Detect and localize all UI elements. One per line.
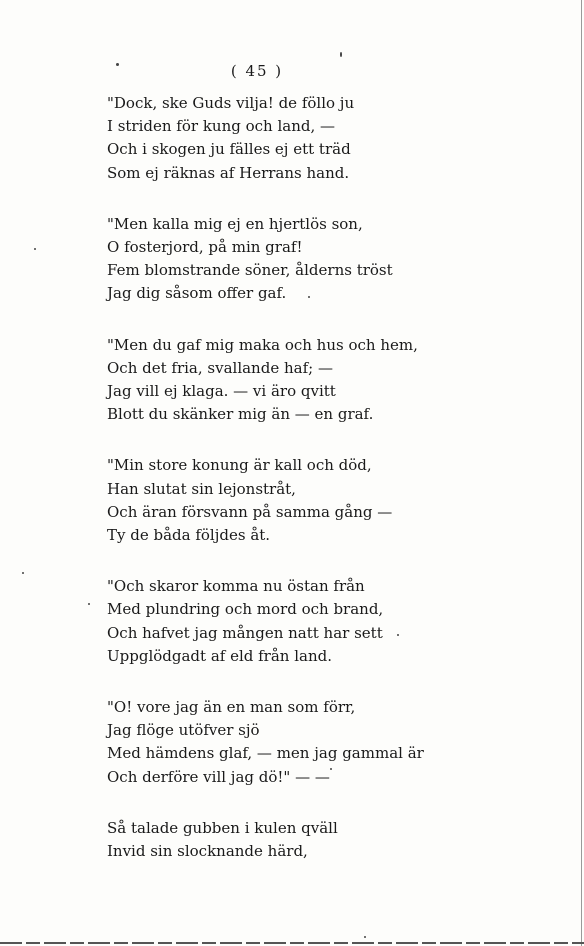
poem-line: Med plundring och mord och brand, [107, 600, 384, 619]
page-number: ( 45 ) [230, 62, 284, 80]
scan-speck [364, 936, 366, 938]
scan-speck [116, 63, 119, 66]
poem-line: Och i skogen ju fälles ej ett träd [107, 140, 351, 159]
poem-line: Jag flöge utöfver sjö [107, 721, 260, 740]
poem-line: Jag dig såsom offer gaf. [107, 284, 287, 303]
stanza-7 [107, 817, 577, 863]
scan-speck [308, 296, 310, 298]
scan-speck [397, 634, 399, 636]
poem-line: Invid sin slocknande härd, [107, 842, 308, 861]
poem-line: Med hämdens glaf, — men jag gammal är [107, 744, 424, 763]
stanza-2 [107, 213, 577, 306]
poem-line: Och äran försvann på samma gång — [107, 502, 393, 521]
scan-edge-line [0, 942, 584, 944]
scan-speck [330, 768, 332, 770]
stanza-6 [107, 696, 577, 789]
poem-line: Fem blomstrande söner, ålderns tröst [107, 261, 393, 280]
poem-line: I striden för kung och land, — [107, 117, 335, 136]
poem-line: Uppglödgadt af eld från land. [107, 646, 332, 665]
poem-line: Så talade gubben i kulen qväll [107, 818, 338, 837]
poem-line: Blott du skänker mig än — en graf. [107, 405, 374, 424]
scan-speck [340, 52, 342, 57]
page-edge [581, 0, 582, 946]
poem-line: Jag vill ej klaga. — vi äro qvitt [107, 382, 336, 401]
stanza-1 [107, 92, 577, 185]
scan-speck [88, 603, 90, 605]
stanza-4 [107, 454, 577, 547]
poem-line: Han slutat sin lejonstråt, [107, 479, 296, 498]
scan-speck [34, 248, 36, 250]
poem-line: "Men kalla mig ej en hjertlös son, [107, 214, 363, 233]
poem-line: "O! vore jag än en man som förr, [107, 698, 356, 717]
poem-line: "Dock, ske Guds vilja! de föllo ju [107, 94, 355, 112]
poem-line: "Och skaror komma nu östan från [107, 577, 365, 596]
stanza-3 [107, 334, 577, 427]
poem-line: "Men du gaf mig maka och hus och hem, [107, 335, 418, 354]
poem-line: Ty de båda följdes åt. [107, 526, 271, 545]
poem-line: O fosterjord, på min graf! [107, 238, 303, 257]
poem [107, 92, 577, 891]
poem-line: Och det fria, svallande haf; — [107, 358, 333, 377]
stanza-5 [107, 575, 577, 668]
poem-line: Som ej räknas af Herrans hand. [107, 163, 350, 182]
poem-line: Och hafvet jag mången natt har sett [107, 623, 383, 642]
scan-speck [22, 572, 24, 574]
poem-line: Och derföre vill jag dö!" — — [107, 767, 330, 786]
poem-line: "Min store konung är kall och död, [107, 456, 372, 475]
